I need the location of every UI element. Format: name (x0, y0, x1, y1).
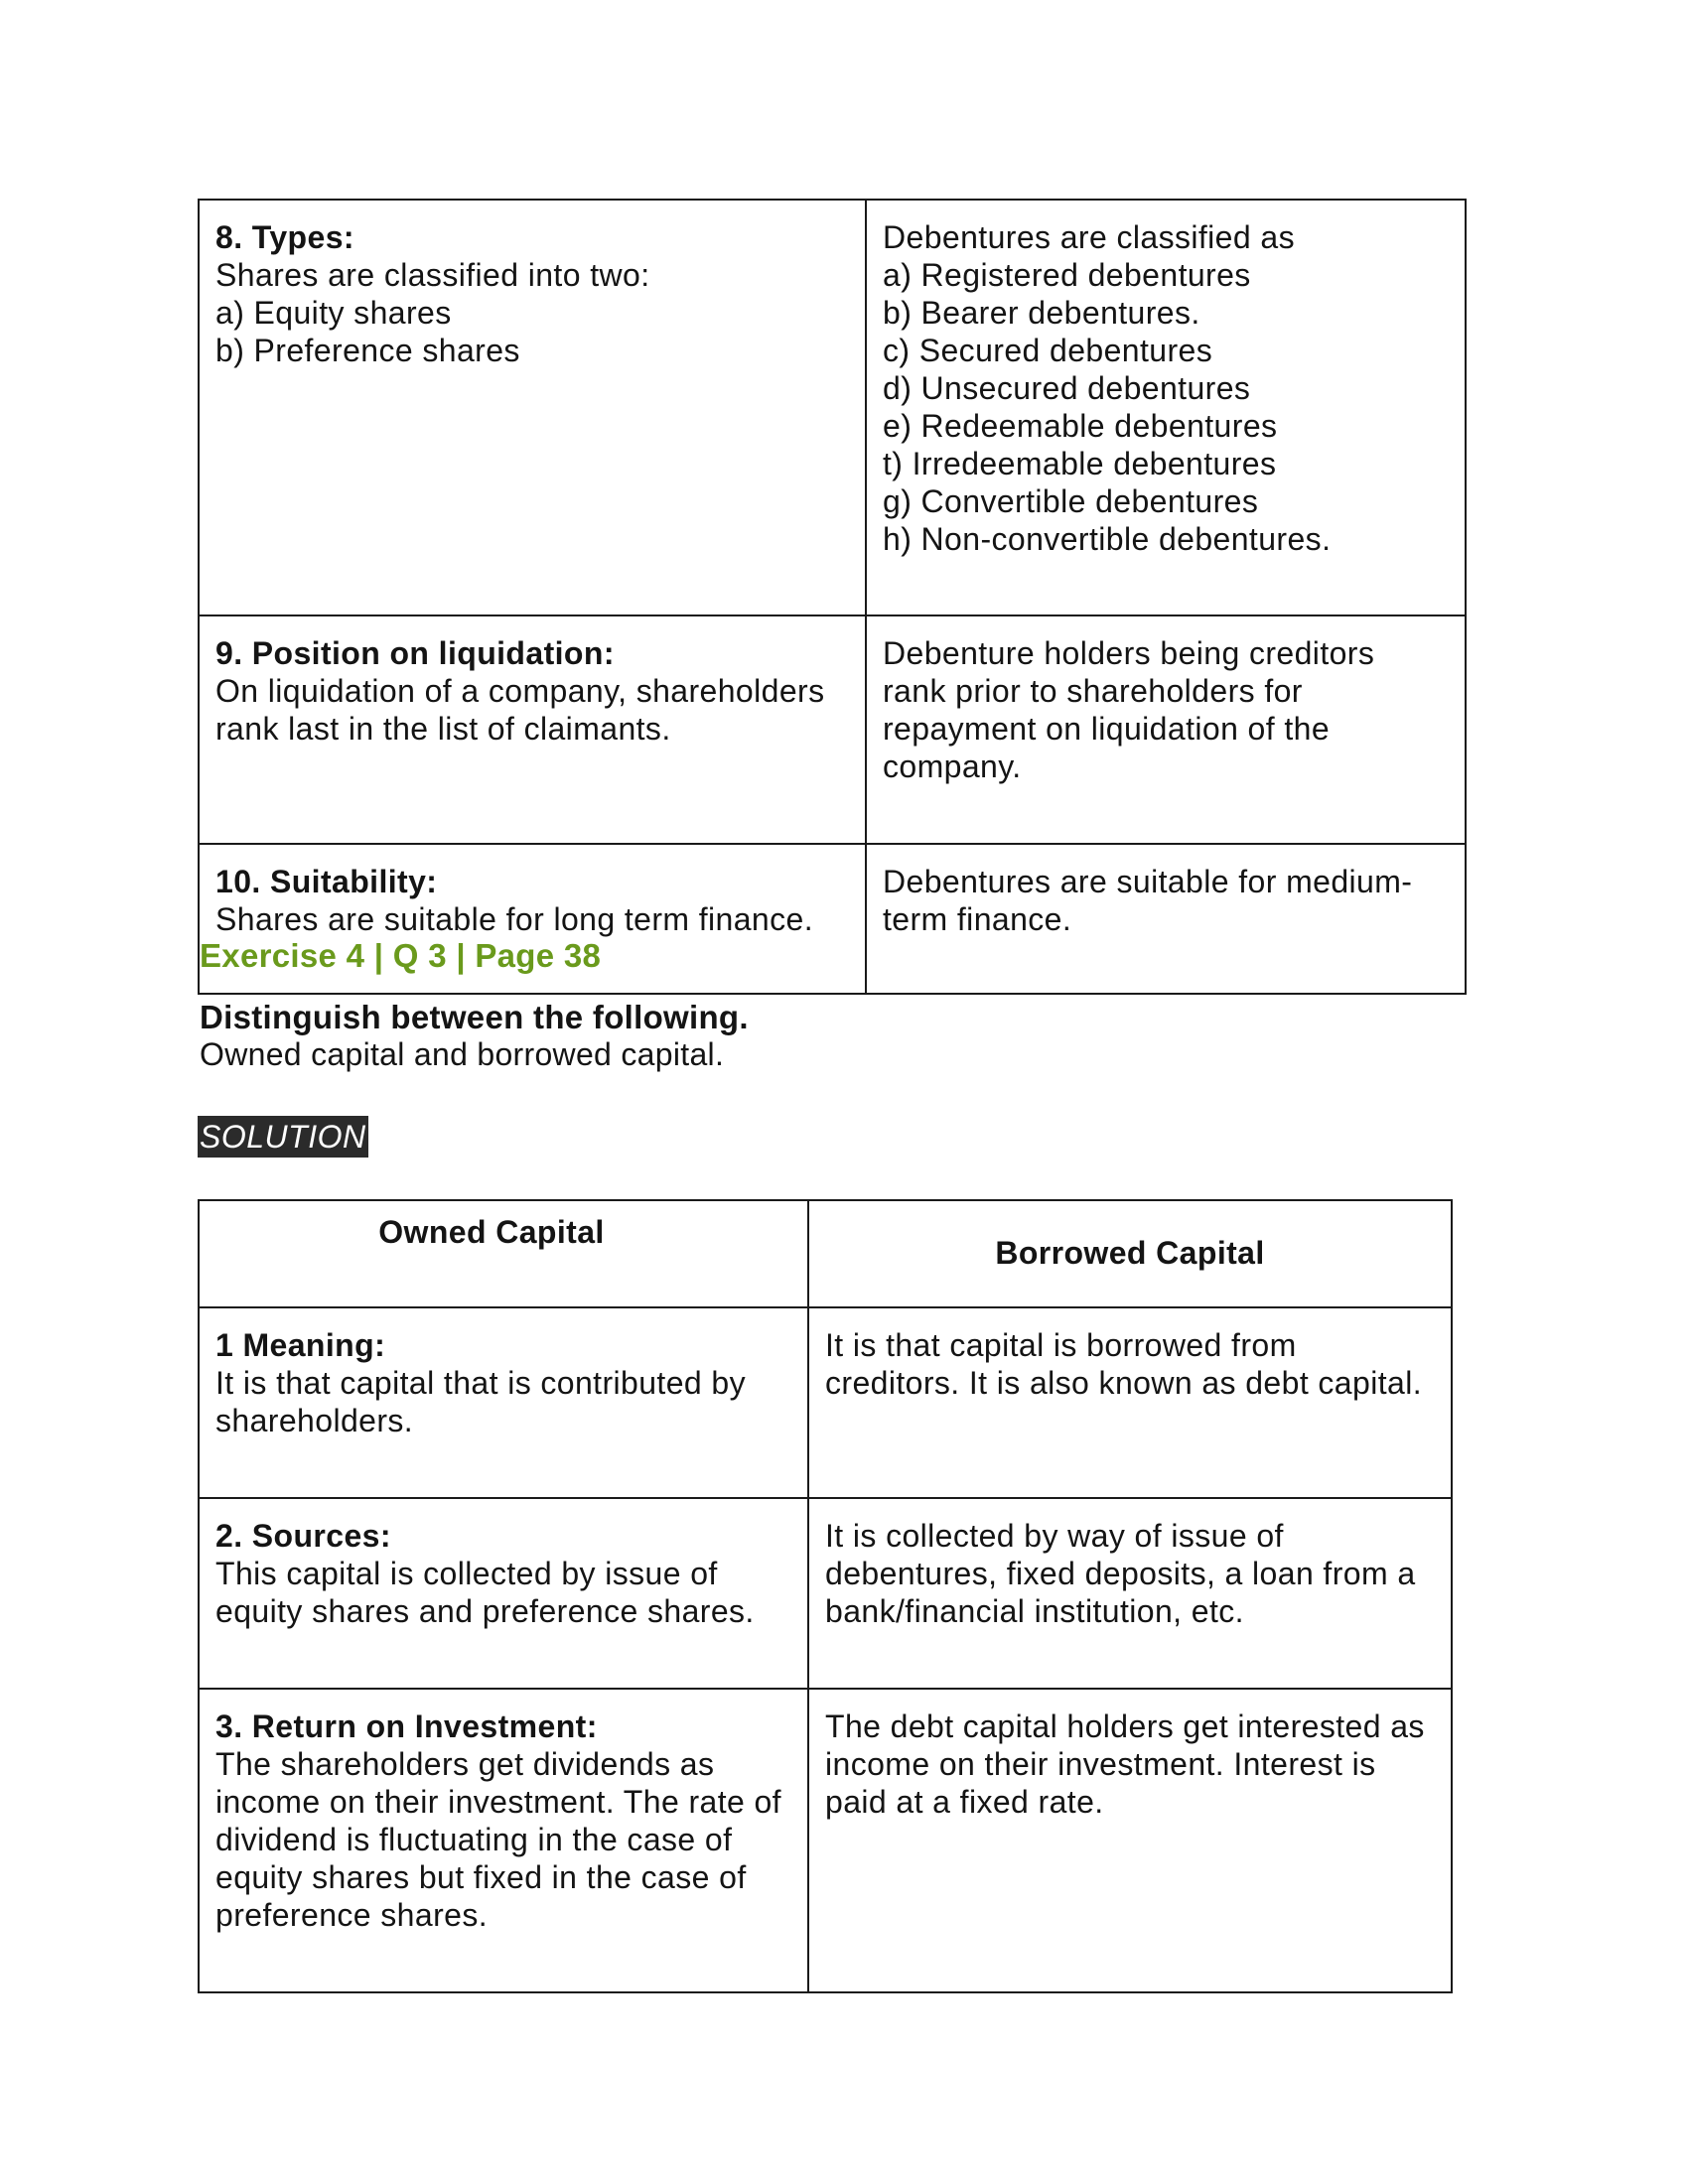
row-meaning-borrowed (808, 1307, 1452, 1498)
row-types-debentures (866, 200, 1466, 615)
cell-text: bank/financial institution, etc. (825, 1593, 1244, 1629)
row-meaning-owned (199, 1307, 808, 1498)
cell-text: This capital is collected by issue of (215, 1556, 718, 1591)
row-sources-borrowed (808, 1498, 1452, 1689)
cell-text: On liquidation of a company, shareholders (215, 673, 825, 709)
row-suitability-debentures (866, 844, 1466, 994)
question-title: Distinguish between the following. (200, 999, 749, 1035)
cell-text: Debentures are suitable for medium- (883, 864, 1413, 899)
cell-text: e) Redeemable debentures (883, 408, 1278, 444)
cell-text: b) Preference shares (215, 333, 520, 368)
cell-text: shareholders. (215, 1403, 414, 1438)
cell-text: d) Unsecured debentures (883, 370, 1251, 406)
cell-text: rank last in the list of claimants. (215, 711, 671, 747)
cell-text: a) Equity shares (215, 295, 452, 331)
cell-text: b) Bearer debentures. (883, 295, 1200, 331)
row-liquidation-debentures (866, 615, 1466, 844)
row-return-owned (199, 1689, 808, 1992)
row-types-shares (199, 200, 866, 615)
solution-label: SOLUTION (198, 1116, 368, 1158)
table-row (199, 1498, 1452, 1689)
cell-text: income on their investment. The rate of (215, 1784, 781, 1820)
cell-text: equity shares but fixed in the case of (215, 1859, 747, 1895)
cell-text: creditors. It is also known as debt capital. (825, 1365, 1422, 1401)
cell-text: It is that capital is borrowed from (825, 1327, 1297, 1363)
cell-text: t) Irredeemable debentures (883, 446, 1277, 481)
cell-text: It is collected by way of issue of (825, 1518, 1284, 1554)
cell-text: Shares are suitable for long term finance. (215, 901, 814, 937)
row-sources-owned (199, 1498, 808, 1689)
cell-text: preference shares. (215, 1897, 489, 1933)
cell-text: equity shares and preference shares. (215, 1593, 755, 1629)
cell-text: c) Secured debentures (883, 333, 1213, 368)
cell-text: It is that capital that is contributed by (215, 1365, 747, 1401)
row-heading: 10. Suitability: (215, 864, 438, 899)
row-heading: 3. Return on Investment: (215, 1708, 598, 1744)
cell-text: a) Registered debentures (883, 257, 1251, 293)
cell-text: Debenture holders being creditors (883, 635, 1375, 671)
table-row (199, 200, 1466, 615)
table-row (199, 1307, 1452, 1498)
row-heading: 1 Meaning: (215, 1327, 386, 1363)
cell-text: debentures, fixed deposits, a loan from a (825, 1556, 1416, 1591)
owned-borrowed-capital-table (198, 1199, 1453, 1993)
cell-text: paid at a fixed rate. (825, 1784, 1104, 1820)
cell-text: Debentures are classified as (883, 219, 1295, 255)
question-subtitle: Owned capital and borrowed capital. (200, 1036, 725, 1072)
table-row (199, 615, 1466, 844)
table-header-row (199, 1200, 1452, 1307)
cell-text: The debt capital holders get interested as (825, 1708, 1425, 1744)
row-heading: 8. Types: (215, 219, 354, 255)
row-heading: 9. Position on liquidation: (215, 635, 615, 671)
cell-text: company. (883, 749, 1022, 784)
cell-text: The shareholders get dividends as (215, 1746, 715, 1782)
cell-text: h) Non-convertible debentures. (883, 521, 1332, 557)
cell-text: income on their investment. Interest is (825, 1746, 1376, 1782)
cell-text: dividend is fluctuating in the case of (215, 1822, 733, 1857)
cell-text: term finance. (883, 901, 1072, 937)
row-return-borrowed (808, 1689, 1452, 1992)
cell-text: Shares are classified into two: (215, 257, 650, 293)
cell-text: rank prior to shareholders for (883, 673, 1303, 709)
cell-text: g) Convertible debentures (883, 483, 1259, 519)
header-owned-capital: Owned Capital (199, 1200, 808, 1307)
row-heading: 2. Sources: (215, 1518, 391, 1554)
table-row (199, 1689, 1452, 1992)
shares-debentures-table (198, 199, 1467, 995)
cell-text: repayment on liquidation of the (883, 711, 1331, 747)
row-liquidation-shares (199, 615, 866, 844)
header-borrowed-capital: Borrowed Capital (808, 1200, 1452, 1307)
exercise-label: Exercise 4 | Q 3 | Page 38 (200, 937, 602, 974)
